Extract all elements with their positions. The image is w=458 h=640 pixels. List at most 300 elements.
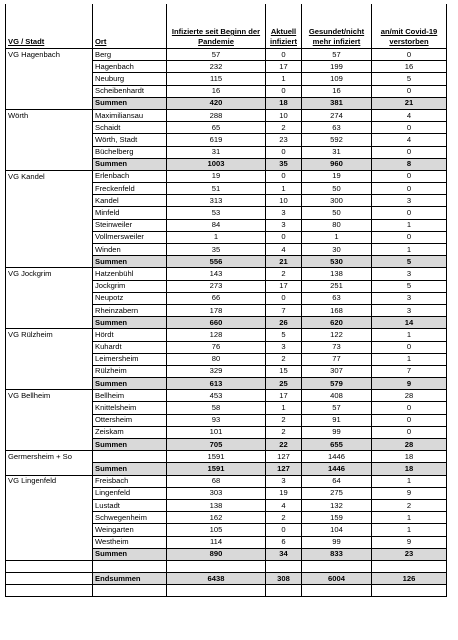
verstorben-cell: 1 [372,219,447,231]
infizierte-cell: 105 [167,524,266,536]
summen-verstorben: 18 [372,463,447,475]
infizierte-cell: 114 [167,536,266,548]
gesundet-cell: 159 [302,512,372,524]
summen-row [6,439,447,451]
summen-gesundet: 579 [302,378,372,390]
summen-verstorben: 21 [372,97,447,109]
table-row [6,134,447,146]
empty-cell [266,560,302,572]
gesundet-cell: 30 [302,244,372,256]
table-row [6,183,447,195]
ort-cell: Knittelsheim [93,402,167,414]
summen-gesundet: 620 [302,317,372,329]
aktuell-cell: 1 [266,402,302,414]
summen-row [6,548,447,560]
ort-cell: Winden [93,244,167,256]
summen-gesundet: 833 [302,548,372,560]
gesundet-cell: 307 [302,365,372,377]
vg-cell: VG Rülzheim [6,329,93,341]
verstorben-cell: 16 [372,61,447,73]
vg-cell [6,317,93,329]
vg-cell [6,244,93,256]
verstorben-cell: 0 [372,231,447,243]
vg-cell [6,195,93,207]
table-row [6,414,447,426]
gesundet-cell: 168 [302,304,372,316]
gesundet-cell: 251 [302,280,372,292]
table-row [6,85,447,97]
ort-cell: Neupotz [93,292,167,304]
endsummen-row [6,573,447,585]
vg-cell [6,548,93,560]
verstorben-cell: 4 [372,134,447,146]
table-row [6,353,447,365]
ort-cell: Steinweiler [93,219,167,231]
empty-cell [372,560,447,572]
header-gesundet: Gesundet/nicht mehr infiziert [302,4,372,49]
aktuell-cell: 5 [266,329,302,341]
aktuell-cell: 0 [266,292,302,304]
vg-cell [6,512,93,524]
vg-cell: VG Bellheim [6,390,93,402]
gesundet-cell: 19 [302,170,372,182]
vg-cell [6,439,93,451]
gesundet-cell: 77 [302,353,372,365]
vg-cell [6,256,93,268]
table-row [6,426,447,438]
aktuell-cell: 17 [266,61,302,73]
verstorben-cell: 0 [372,426,447,438]
verstorben-cell: 5 [372,280,447,292]
summen-aktuell: 127 [266,463,302,475]
verstorben-cell: 5 [372,73,447,85]
summen-infizierte: 1003 [167,158,266,170]
gesundet-cell: 199 [302,61,372,73]
verstorben-cell: 9 [372,536,447,548]
gesundet-cell: 300 [302,195,372,207]
ort-cell: Freckenfeld [93,183,167,195]
aktuell-cell: 0 [266,85,302,97]
ort-cell: Schwegenheim [93,512,167,524]
summen-label: Summen [93,548,167,560]
gesundet-cell: 138 [302,268,372,280]
empty-cell [266,585,302,597]
table-row [6,49,447,61]
verstorben-cell: 7 [372,365,447,377]
vg-cell [6,292,93,304]
aktuell-cell: 4 [266,244,302,256]
vg-cell [6,207,93,219]
summen-verstorben: 9 [372,378,447,390]
infizierte-cell: 232 [167,61,266,73]
vg-cell [6,414,93,426]
ort-cell: Maximiliansau [93,109,167,121]
summen-verstorben: 28 [372,439,447,451]
summen-infizierte: 890 [167,548,266,560]
infizierte-cell: 80 [167,353,266,365]
infizierte-cell: 76 [167,341,266,353]
infizierte-cell: 273 [167,280,266,292]
aktuell-cell: 2 [266,353,302,365]
ort-cell: Bellheim [93,390,167,402]
document-page [5,4,446,597]
ort-cell: Vollmersweiler [93,231,167,243]
aktuell-cell: 15 [266,365,302,377]
table-row [6,268,447,280]
summen-aktuell: 21 [266,256,302,268]
verstorben-cell: 3 [372,304,447,316]
aktuell-cell: 17 [266,280,302,292]
verstorben-cell: 0 [372,414,447,426]
summen-aktuell: 26 [266,317,302,329]
empty-cell [6,573,93,585]
gesundet-cell: 31 [302,146,372,158]
summen-aktuell: 34 [266,548,302,560]
aktuell-cell: 6 [266,536,302,548]
verstorben-cell: 1 [372,353,447,365]
infizierte-cell: 58 [167,402,266,414]
vg-cell [6,353,93,365]
vg-cell [6,426,93,438]
summen-label: Summen [93,158,167,170]
summen-verstorben: 23 [372,548,447,560]
summen-row [6,463,447,475]
gesundet-cell: 91 [302,414,372,426]
table-row [6,207,447,219]
vg-cell [6,61,93,73]
gesundet-cell: 109 [302,73,372,85]
summen-row [6,158,447,170]
aktuell-cell: 3 [266,475,302,487]
table-row [6,475,447,487]
infizierte-cell: 16 [167,85,266,97]
verstorben-cell: 0 [372,49,447,61]
verstorben-cell: 1 [372,524,447,536]
verstorben-cell: 0 [372,85,447,97]
table-row [6,219,447,231]
table-row [6,365,447,377]
infizierte-cell: 1591 [167,451,266,463]
aktuell-cell: 23 [266,134,302,146]
vg-cell: VG Hagenbach [6,49,93,61]
vg-cell [6,304,93,316]
aktuell-cell: 127 [266,451,302,463]
summen-row [6,97,447,109]
aktuell-cell: 2 [266,414,302,426]
aktuell-cell: 7 [266,304,302,316]
table-row [6,73,447,85]
infizierte-cell: 1 [167,231,266,243]
summen-infizierte: 1591 [167,463,266,475]
aktuell-cell: 2 [266,512,302,524]
summen-label: Summen [93,378,167,390]
verstorben-cell: 3 [372,292,447,304]
aktuell-cell: 3 [266,207,302,219]
table-row [6,499,447,511]
infizierte-cell: 53 [167,207,266,219]
summen-label: Summen [93,439,167,451]
aktuell-cell: 17 [266,390,302,402]
vg-cell [6,402,93,414]
summen-gesundet: 530 [302,256,372,268]
verstorben-cell: 0 [372,183,447,195]
verstorben-cell: 4 [372,109,447,121]
vg-cell: VG Kandel [6,170,93,182]
infizierte-cell: 84 [167,219,266,231]
vg-cell [6,378,93,390]
aktuell-cell: 0 [266,524,302,536]
infizierte-cell: 35 [167,244,266,256]
summen-row [6,256,447,268]
aktuell-cell: 0 [266,49,302,61]
vg-cell [6,146,93,158]
table-row [6,341,447,353]
verstorben-cell: 0 [372,170,447,182]
infizierte-cell: 31 [167,146,266,158]
infizierte-cell: 313 [167,195,266,207]
table-row [6,280,447,292]
verstorben-cell: 0 [372,341,447,353]
vg-cell [6,280,93,292]
verstorben-cell: 1 [372,512,447,524]
infizierte-cell: 101 [167,426,266,438]
infizierte-cell: 619 [167,134,266,146]
empty-cell [302,585,372,597]
header-vg: VG / Stadt [6,4,93,49]
vg-cell [6,97,93,109]
summen-gesundet: 381 [302,97,372,109]
infizierte-cell: 115 [167,73,266,85]
table-row [6,292,447,304]
infizierte-cell: 93 [167,414,266,426]
ort-cell: Hördt [93,329,167,341]
summen-aktuell: 18 [266,97,302,109]
ort-cell: Rülzheim [93,365,167,377]
table-row [6,512,447,524]
table-row [6,390,447,402]
infizierte-cell: 51 [167,183,266,195]
table-row [6,244,447,256]
empty-cell [167,585,266,597]
ort-cell: Kuhardt [93,341,167,353]
summen-row [6,378,447,390]
verstorben-cell: 0 [372,146,447,158]
aktuell-cell: 2 [266,268,302,280]
ort-cell: Freisbach [93,475,167,487]
vg-cell [6,231,93,243]
table-row [6,146,447,158]
vg-cell: VG Jockgrim [6,268,93,280]
vg-cell [6,499,93,511]
blank-row [6,560,447,572]
ort-cell [93,451,167,463]
gesundet-cell: 50 [302,183,372,195]
summen-label: Summen [93,97,167,109]
endsummen-aktuell: 308 [266,573,302,585]
infizierte-cell: 178 [167,304,266,316]
infizierte-cell: 65 [167,122,266,134]
vg-cell: VG Lingenfeld [6,475,93,487]
summen-label: Summen [93,256,167,268]
vg-cell [6,341,93,353]
summen-infizierte: 660 [167,317,266,329]
empty-cell [6,560,93,572]
gesundet-cell: 80 [302,219,372,231]
verstorben-cell: 3 [372,195,447,207]
table-row [6,329,447,341]
verstorben-cell: 1 [372,329,447,341]
gesundet-cell: 99 [302,536,372,548]
vg-cell [6,219,93,231]
table-row [6,536,447,548]
table-row [6,231,447,243]
table-row [6,402,447,414]
infizierte-cell: 66 [167,292,266,304]
aktuell-cell: 3 [266,341,302,353]
summen-aktuell: 35 [266,158,302,170]
aktuell-cell: 2 [266,122,302,134]
endsummen-gesundet: 6004 [302,573,372,585]
blank-row [6,585,447,597]
gesundet-cell: 592 [302,134,372,146]
aktuell-cell: 10 [266,195,302,207]
gesundet-cell: 1446 [302,451,372,463]
gesundet-cell: 57 [302,402,372,414]
infizierte-cell: 68 [167,475,266,487]
ort-cell: Schaidt [93,122,167,134]
ort-cell: Büchelberg [93,146,167,158]
aktuell-cell: 10 [266,109,302,121]
aktuell-cell: 19 [266,487,302,499]
gesundet-cell: 1 [302,231,372,243]
empty-cell [372,585,447,597]
header-aktuell: Aktuell infiziert [266,4,302,49]
empty-cell [93,560,167,572]
ort-cell: Erlenbach [93,170,167,182]
infizierte-cell: 288 [167,109,266,121]
ort-cell: Minfeld [93,207,167,219]
verstorben-cell: 0 [372,207,447,219]
table-row [6,451,447,463]
ort-cell: Jockgrim [93,280,167,292]
vg-cell [6,183,93,195]
infizierte-cell: 143 [167,268,266,280]
vg-cell [6,536,93,548]
header-row [6,4,447,49]
vg-cell: Germersheim + So [6,451,93,463]
ort-cell: Leimersheim [93,353,167,365]
ort-cell: Zeiskam [93,426,167,438]
table-row [6,195,447,207]
aktuell-cell: 0 [266,231,302,243]
infizierte-cell: 138 [167,499,266,511]
gesundet-cell: 99 [302,426,372,438]
infizierte-cell: 453 [167,390,266,402]
gesundet-cell: 63 [302,122,372,134]
verstorben-cell: 1 [372,244,447,256]
gesundet-cell: 132 [302,499,372,511]
gesundet-cell: 73 [302,341,372,353]
vg-cell [6,85,93,97]
table-row [6,122,447,134]
vg-cell [6,487,93,499]
empty-cell [167,560,266,572]
vg-cell [6,122,93,134]
summen-infizierte: 613 [167,378,266,390]
gesundet-cell: 122 [302,329,372,341]
vg-cell [6,73,93,85]
summen-infizierte: 705 [167,439,266,451]
aktuell-cell: 2 [266,426,302,438]
vg-cell [6,463,93,475]
ort-cell: Ottersheim [93,414,167,426]
empty-cell [93,585,167,597]
summen-gesundet: 960 [302,158,372,170]
aktuell-cell: 1 [266,73,302,85]
verstorben-cell: 28 [372,390,447,402]
table-row [6,61,447,73]
aktuell-cell: 4 [266,499,302,511]
gesundet-cell: 275 [302,487,372,499]
gesundet-cell: 408 [302,390,372,402]
gesundet-cell: 50 [302,207,372,219]
ort-cell: Lustadt [93,499,167,511]
summen-gesundet: 1446 [302,463,372,475]
gesundet-cell: 274 [302,109,372,121]
aktuell-cell: 1 [266,183,302,195]
infizierte-cell: 57 [167,49,266,61]
summen-gesundet: 655 [302,439,372,451]
summen-verstorben: 5 [372,256,447,268]
ort-cell: Hagenbach [93,61,167,73]
summen-label: Summen [93,463,167,475]
infizierte-cell: 329 [167,365,266,377]
table-row [6,524,447,536]
ort-cell: Scheibenhardt [93,85,167,97]
vg-cell [6,158,93,170]
ort-cell: Kandel [93,195,167,207]
summen-row [6,317,447,329]
infizierte-cell: 19 [167,170,266,182]
aktuell-cell: 3 [266,219,302,231]
table-row [6,304,447,316]
table-row [6,170,447,182]
infizierte-cell: 128 [167,329,266,341]
empty-cell [302,560,372,572]
gesundet-cell: 16 [302,85,372,97]
table-row [6,109,447,121]
endsummen-infizierte: 6438 [167,573,266,585]
covid-table [5,4,447,597]
summen-aktuell: 25 [266,378,302,390]
header-ort: Ort [93,4,167,49]
ort-cell: Wörth, Stadt [93,134,167,146]
summen-verstorben: 8 [372,158,447,170]
summen-label: Summen [93,317,167,329]
summen-infizierte: 420 [167,97,266,109]
verstorben-cell: 18 [372,451,447,463]
gesundet-cell: 64 [302,475,372,487]
ort-cell: Westheim [93,536,167,548]
vg-cell [6,524,93,536]
aktuell-cell: 0 [266,146,302,158]
table-body [6,49,447,597]
ort-cell: Rheinzabern [93,304,167,316]
infizierte-cell: 162 [167,512,266,524]
endsummen-label: Endsummen [93,573,167,585]
verstorben-cell: 0 [372,402,447,414]
ort-cell: Neuburg [93,73,167,85]
